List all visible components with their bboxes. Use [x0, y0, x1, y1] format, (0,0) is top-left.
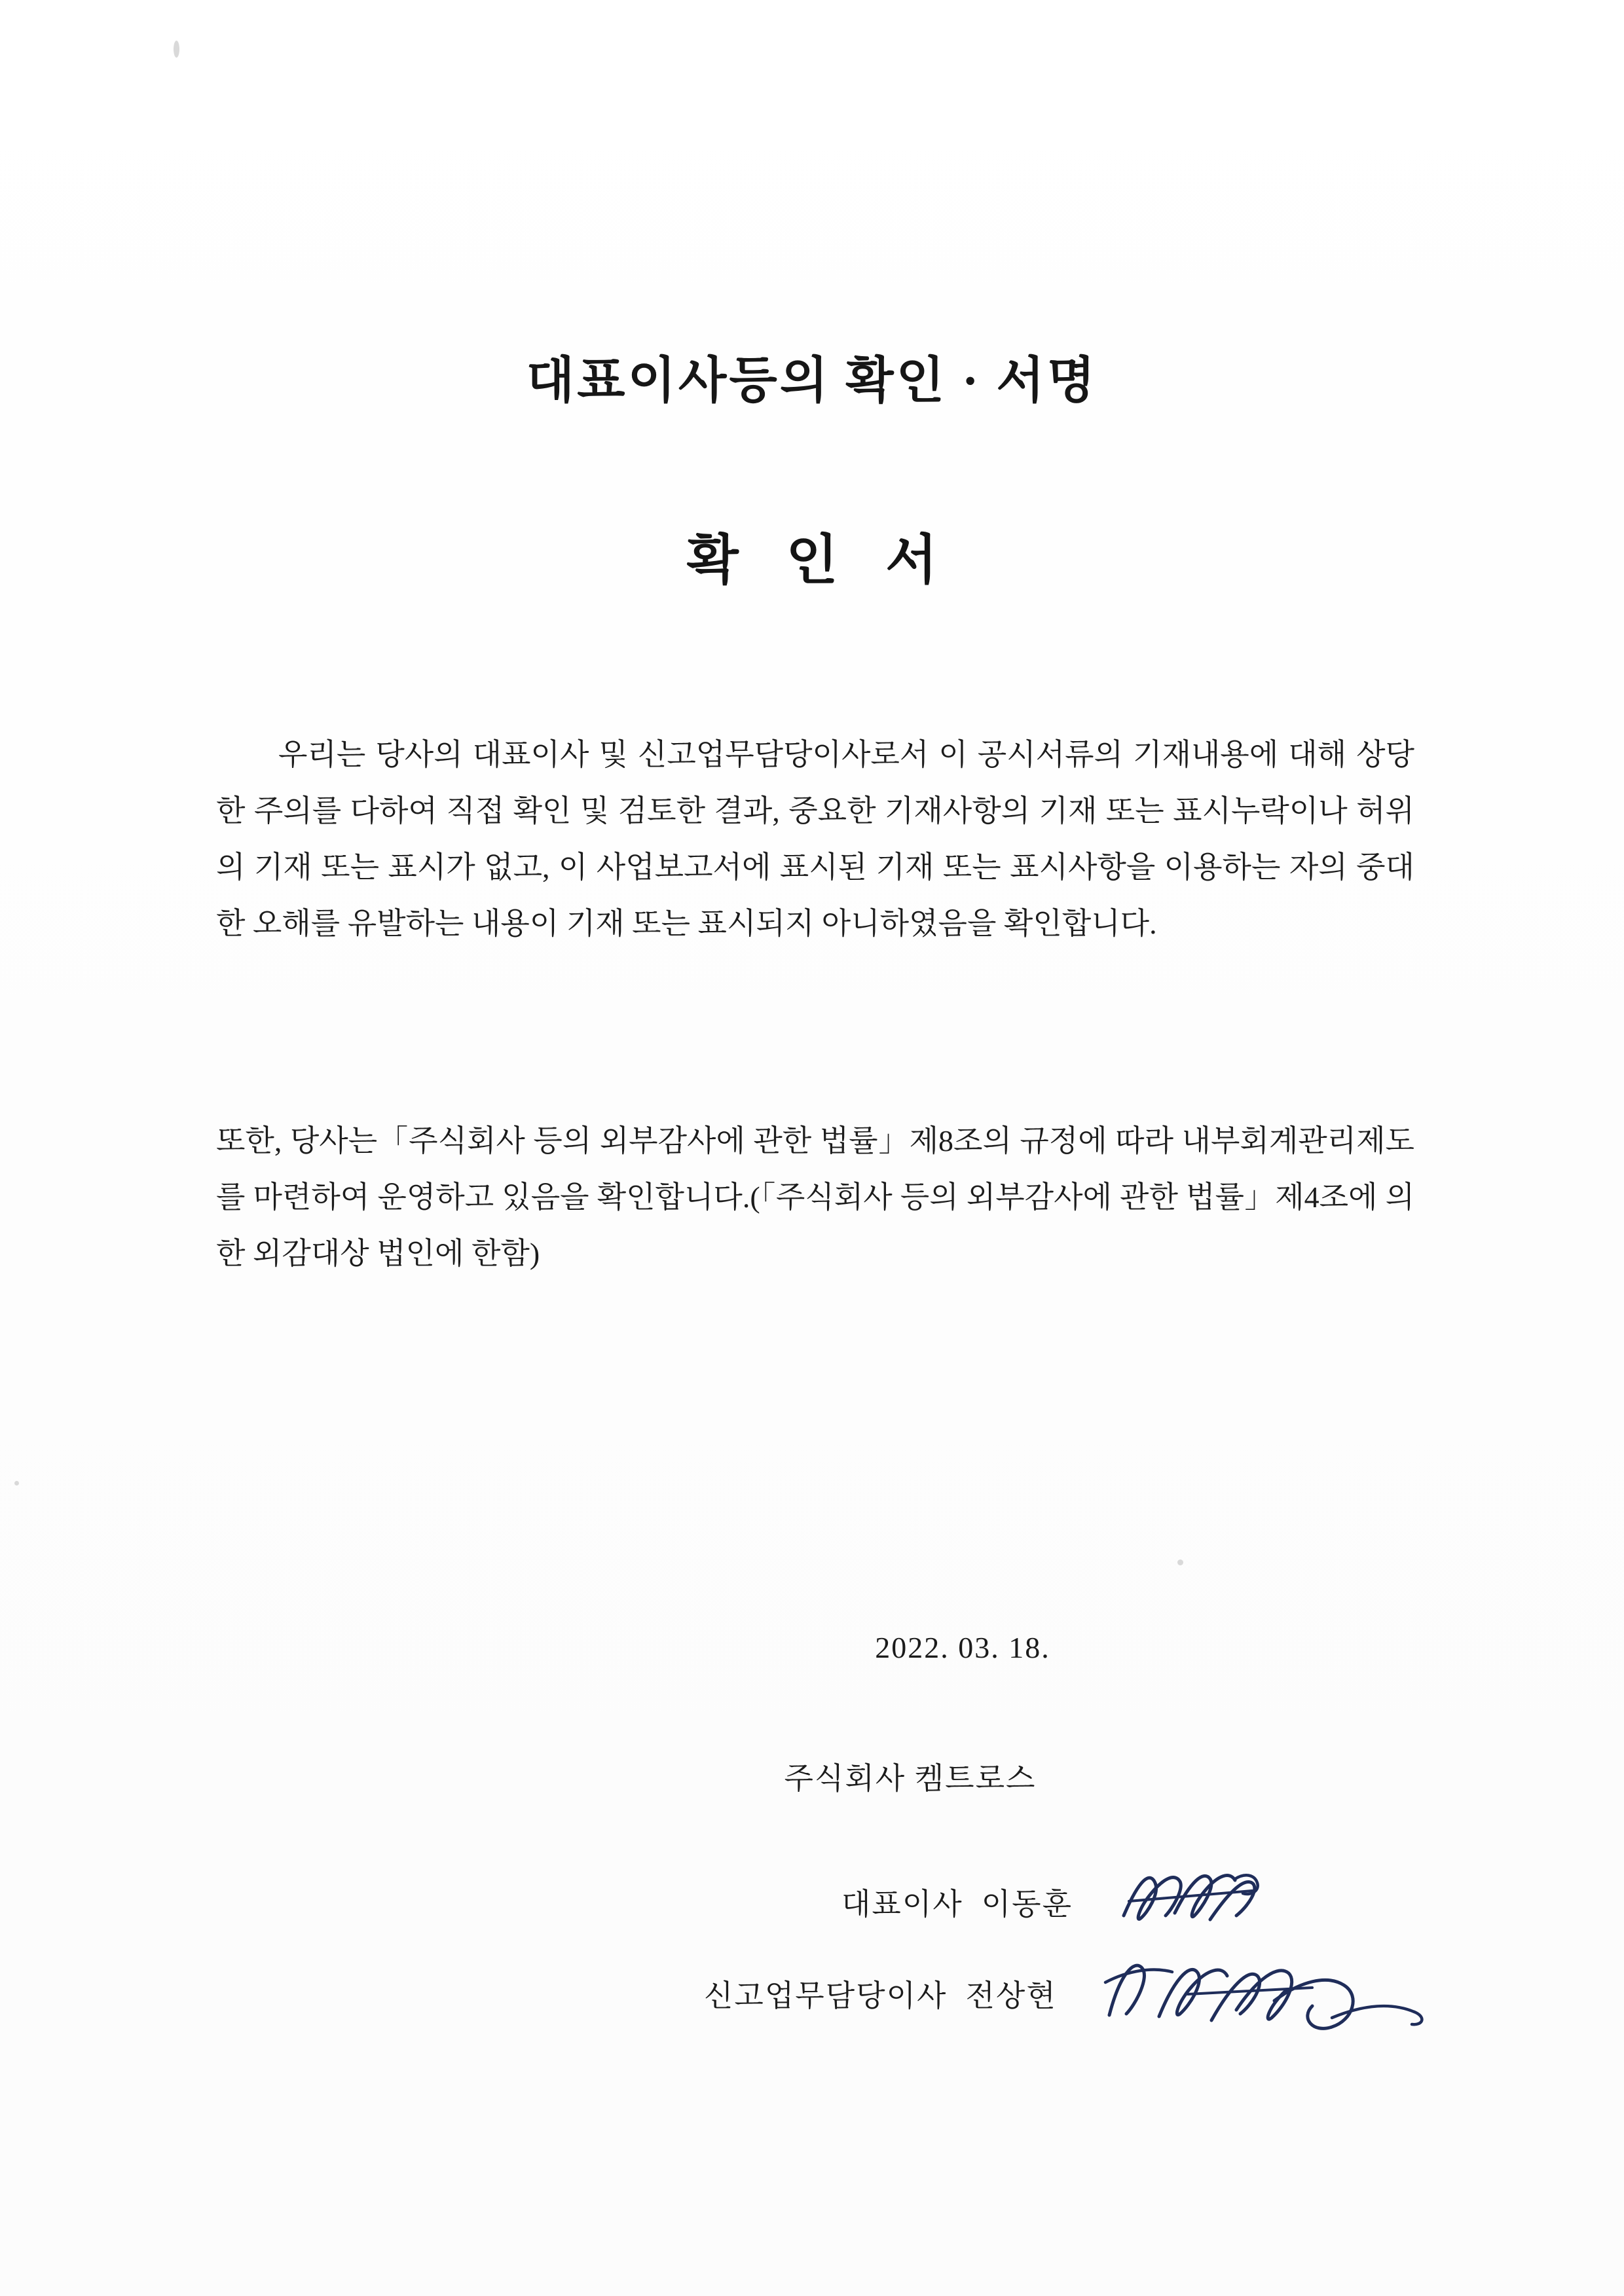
signer-name-ceo: 이동훈 [981, 1887, 1073, 1921]
document-title: 확 인 서 [686, 530, 955, 590]
handwritten-signature-icon [1112, 1872, 1282, 1931]
paragraph-confirmation-text: 우리는 당사의 대표이사 및 신고업무담당이사로서 이 공시서류의 기재내용에 대해 상당한 주의를 다하여 직접 확인 및 검토한 결과, 중요한 기재사항의 기재 또는 표시누락이나 허위의 기재 또는 표시가 없고, 이 사업보고서에 표시된 기재 또는 표시사항을 이용하는 자의 중대한 오해를 유발하는 내용이 기재 또는 표시되지 아니하였음을 확인합니다. [216, 738, 1414, 940]
signature-date [0, 1630, 1624, 1665]
signature-date-text: 2022. 03. 18. [875, 1631, 1050, 1664]
signer-row-officer [0, 1964, 1624, 2023]
document-heading: 대표이사등의 확인 · 서명 [526, 354, 1098, 409]
company-name-text: 주식회사 켐트로스 [784, 1762, 1037, 1795]
signer-row-ceo [0, 1872, 1624, 1931]
handwritten-signature-icon [1096, 1964, 1437, 2023]
scan-artifact [14, 1481, 19, 1485]
scan-artifact [174, 41, 179, 58]
signer-role-officer: 신고업무담당이사 [704, 1979, 948, 2013]
company-name-line [0, 1755, 1624, 1798]
signer-role-ceo: 대표이사 [841, 1887, 963, 1921]
paragraph-confirmation [216, 727, 1414, 952]
paragraph-internal-accounting: 또한, 당사는「주식회사 등의 외부감사에 관한 법률」제8조의 규정에 따라 내부회계관리제도를 마련하여 운영하고 있음을 확인합니다.(「주식회사 등의 외부감사에 관한 법률」제4조에 의한 외감대상 법인에 한함) [216, 1124, 1414, 1270]
signer-name-officer: 전상현 [965, 1979, 1057, 2013]
scan-artifact [1177, 1559, 1183, 1565]
